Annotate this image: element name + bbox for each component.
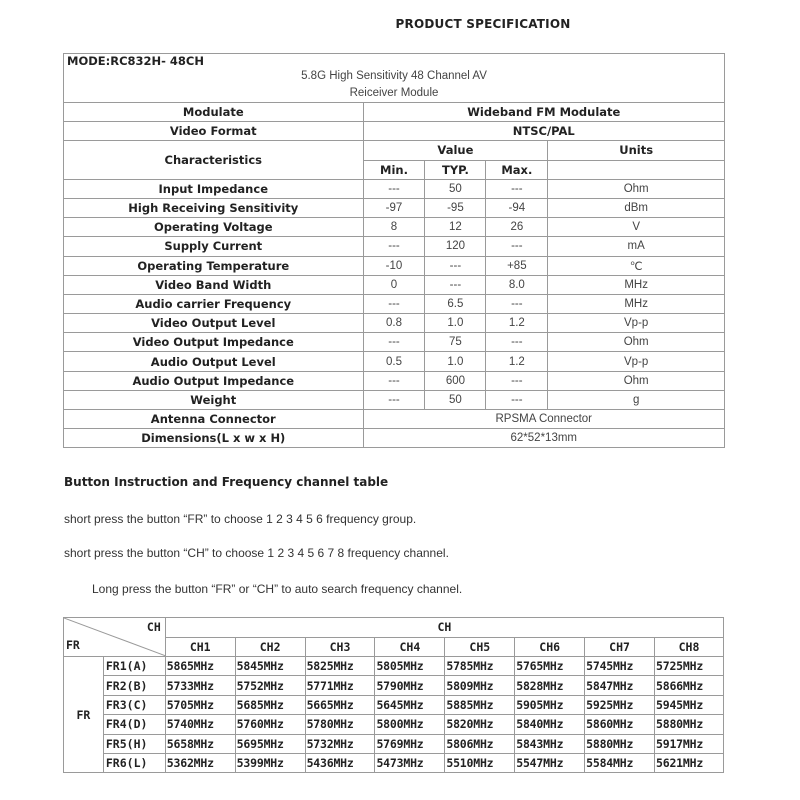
antenna-row — [64, 410, 725, 429]
frequency-cell: 5645MHz — [375, 695, 445, 714]
max-value: 26 — [486, 218, 548, 237]
frequency-cell: 5399MHz — [235, 753, 305, 772]
max-value: 1.2 — [486, 352, 548, 371]
unit-value: MHz — [548, 294, 725, 313]
frequency-cell: 5780MHz — [305, 715, 375, 734]
module-description-line2: Reiceiver Module — [349, 87, 439, 99]
frequency-cell: 5740MHz — [165, 715, 235, 734]
min-value: -10 — [363, 256, 425, 275]
frequency-row — [64, 753, 724, 772]
frequency-cell: 5880MHz — [655, 715, 724, 734]
frequency-cell: 5828MHz — [515, 676, 585, 695]
header-row-1 — [64, 141, 725, 160]
min-header: Min. — [363, 160, 425, 179]
modulate-label: Modulate — [64, 103, 364, 122]
ch-group-header: CH — [165, 618, 723, 638]
modulate-value: Wideband FM Modulate — [363, 103, 724, 122]
spec-row — [64, 371, 725, 390]
frequency-cell: 5695MHz — [235, 734, 305, 753]
frequency-cell: 5809MHz — [445, 676, 515, 695]
frequency-cell: 5732MHz — [305, 734, 375, 753]
frequency-cell: 5752MHz — [235, 676, 305, 695]
min-value: --- — [363, 237, 425, 256]
min-value: --- — [363, 294, 425, 313]
characteristic-name: Weight — [64, 390, 364, 409]
frequency-cell: 5760MHz — [235, 715, 305, 734]
mode-row — [64, 54, 725, 103]
frequency-group-label: FR1(A) — [103, 657, 165, 676]
instruction-line-3: Long press the button “FR” or “CH” to auto search frequency channel. — [92, 582, 463, 596]
max-value: --- — [486, 333, 548, 352]
typ-header: TYP. — [425, 160, 486, 179]
max-value: 1.2 — [486, 314, 548, 333]
frequency-row — [64, 695, 724, 714]
spec-row — [64, 237, 725, 256]
dimensions-value: 62*52*13mm — [363, 429, 724, 448]
characteristic-name: Audio Output Impedance — [64, 371, 364, 390]
frequency-group-label: FR2(B) — [103, 676, 165, 695]
frequency-cell: 5665MHz — [305, 695, 375, 714]
frequency-cell: 5436MHz — [305, 753, 375, 772]
module-description-line1: 5.8G High Sensitivity 48 Channel AV — [301, 70, 487, 82]
typ-value: 6.5 — [425, 294, 486, 313]
frequency-cell: 5800MHz — [375, 715, 445, 734]
frequency-cell: 5806MHz — [445, 734, 515, 753]
frequency-cell: 5473MHz — [375, 753, 445, 772]
characteristic-name: Operating Temperature — [64, 256, 364, 275]
channel-header: CH6 — [515, 637, 585, 657]
unit-value: MHz — [548, 275, 725, 294]
frequency-cell: 5705MHz — [165, 695, 235, 714]
characteristic-name: Audio carrier Frequency — [64, 294, 364, 313]
fr-side-label: FR — [64, 657, 104, 773]
modulate-row — [64, 103, 725, 122]
frequency-cell: 5510MHz — [445, 753, 515, 772]
typ-value: 12 — [425, 218, 486, 237]
frequency-cell: 5820MHz — [445, 715, 515, 734]
frequency-cell: 5584MHz — [585, 753, 655, 772]
characteristic-name: Video Band Width — [64, 275, 364, 294]
units-subheader-empty — [548, 160, 725, 179]
spec-row — [64, 179, 725, 198]
frequency-cell: 5685MHz — [235, 695, 305, 714]
frequency-cell: 5840MHz — [515, 715, 585, 734]
frequency-cell: 5621MHz — [655, 753, 724, 772]
frequency-cell: 5658MHz — [165, 734, 235, 753]
min-value: 0.5 — [363, 352, 425, 371]
typ-value: 1.0 — [425, 352, 486, 371]
video-format-row — [64, 122, 725, 141]
channel-header: CH4 — [375, 637, 445, 657]
unit-value: Ohm — [548, 371, 725, 390]
min-value: 0 — [363, 275, 425, 294]
spec-row — [64, 294, 725, 313]
dimensions-label: Dimensions(L x w x H) — [64, 429, 364, 448]
unit-value: mA — [548, 237, 725, 256]
min-value: 8 — [363, 218, 425, 237]
typ-value: 1.0 — [425, 314, 486, 333]
channel-header: CH3 — [305, 637, 375, 657]
max-value: -94 — [486, 198, 548, 217]
frequency-cell: 5769MHz — [375, 734, 445, 753]
antenna-label: Antenna Connector — [64, 410, 364, 429]
min-value: --- — [363, 371, 425, 390]
instruction-line-1: short press the button “FR” to choose 1 2 3 4 5 6 frequency group. — [64, 512, 417, 526]
max-value: 8.0 — [486, 275, 548, 294]
max-value: +85 — [486, 256, 548, 275]
characteristic-name: Supply Current — [64, 237, 364, 256]
characteristic-name: Video Output Impedance — [64, 333, 364, 352]
frequency-cell: 5845MHz — [235, 657, 305, 676]
spec-row — [64, 314, 725, 333]
frequency-cell: 5917MHz — [655, 734, 724, 753]
frequency-cell: 5925MHz — [585, 695, 655, 714]
units-header: Units — [548, 141, 725, 160]
min-value: --- — [363, 333, 425, 352]
instructions-heading: Button Instruction and Frequency channel table — [64, 475, 389, 489]
frequency-cell: 5843MHz — [515, 734, 585, 753]
antenna-value: RPSMA Connector — [363, 410, 724, 429]
typ-value: -95 — [425, 198, 486, 217]
instruction-line-2: short press the button “CH” to choose 1 2 3 4 5 6 7 8 frequency channel. — [64, 546, 449, 560]
video-format-label: Video Format — [64, 122, 364, 141]
corner-ch-label: CH — [146, 620, 161, 634]
frequency-cell: 5785MHz — [445, 657, 515, 676]
typ-value: 600 — [425, 371, 486, 390]
min-value: --- — [363, 390, 425, 409]
max-header: Max. — [486, 160, 548, 179]
unit-value: Ohm — [548, 179, 725, 198]
min-value: -97 — [363, 198, 425, 217]
frequency-cell: 5860MHz — [585, 715, 655, 734]
frequency-table — [63, 617, 724, 773]
spec-row — [64, 256, 725, 275]
frequency-cell: 5745MHz — [585, 657, 655, 676]
unit-value: g — [548, 390, 725, 409]
frequency-cell: 5880MHz — [585, 734, 655, 753]
max-value: --- — [486, 371, 548, 390]
frequency-cell: 5866MHz — [655, 676, 724, 695]
unit-value: Ohm — [548, 333, 725, 352]
frequency-group-label: FR6(L) — [103, 753, 165, 772]
min-value: --- — [363, 179, 425, 198]
page-title: PRODUCT SPECIFICATION — [395, 17, 571, 31]
channel-header: CH5 — [445, 637, 515, 657]
unit-value: Vp-p — [548, 314, 725, 333]
characteristics-header: Characteristics — [64, 141, 364, 179]
frequency-cell: 5825MHz — [305, 657, 375, 676]
max-value: --- — [486, 237, 548, 256]
characteristic-name: Operating Voltage — [64, 218, 364, 237]
frequency-cell: 5771MHz — [305, 676, 375, 695]
value-header: Value — [363, 141, 548, 160]
frequency-cell: 5945MHz — [655, 695, 724, 714]
typ-value: 50 — [425, 179, 486, 198]
dimensions-row — [64, 429, 725, 448]
frequency-row — [64, 676, 724, 695]
frequency-cell: 5765MHz — [515, 657, 585, 676]
channel-header: CH2 — [235, 637, 305, 657]
spec-row — [64, 352, 725, 371]
spec-row — [64, 275, 725, 294]
frequency-row — [64, 657, 724, 676]
spec-row — [64, 333, 725, 352]
video-format-value: NTSC/PAL — [363, 122, 724, 141]
frequency-cell: 5805MHz — [375, 657, 445, 676]
frequency-cell: 5547MHz — [515, 753, 585, 772]
frequency-cell: 5847MHz — [585, 676, 655, 695]
typ-value: --- — [425, 256, 486, 275]
channel-header: CH7 — [585, 637, 655, 657]
unit-value: Vp-p — [548, 352, 725, 371]
spec-row — [64, 198, 725, 217]
frequency-cell: 5733MHz — [165, 676, 235, 695]
unit-value: dBm — [548, 198, 725, 217]
unit-value: ℃ — [548, 256, 725, 275]
characteristic-name: Input Impedance — [64, 179, 364, 198]
frequency-group-label: FR4(D) — [103, 715, 165, 734]
frequency-group-label: FR3(C) — [103, 695, 165, 714]
min-value: 0.8 — [363, 314, 425, 333]
frequency-row — [64, 715, 724, 734]
max-value: --- — [486, 179, 548, 198]
spec-row — [64, 390, 725, 409]
spec-table — [63, 53, 725, 448]
frequency-row — [64, 734, 724, 753]
freq-header-row-1 — [64, 618, 724, 638]
frequency-cell: 5725MHz — [655, 657, 724, 676]
max-value: --- — [486, 390, 548, 409]
frequency-group-label: FR5(H) — [103, 734, 165, 753]
mode-label: MODE:RC832H- 48CH — [67, 54, 204, 68]
frequency-cell: 5362MHz — [165, 753, 235, 772]
channel-header: CH8 — [655, 637, 724, 657]
characteristic-name: Audio Output Level — [64, 352, 364, 371]
max-value: --- — [486, 294, 548, 313]
frequency-cell: 5790MHz — [375, 676, 445, 695]
corner-cell — [64, 618, 166, 657]
unit-value: V — [548, 218, 725, 237]
channel-header: CH1 — [165, 637, 235, 657]
characteristic-name: Video Output Level — [64, 314, 364, 333]
frequency-cell: 5905MHz — [515, 695, 585, 714]
corner-fr-label: FR — [66, 638, 80, 652]
frequency-cell: 5885MHz — [445, 695, 515, 714]
typ-value: --- — [425, 275, 486, 294]
typ-value: 50 — [425, 390, 486, 409]
spec-row — [64, 218, 725, 237]
characteristic-name: High Receiving Sensitivity — [64, 198, 364, 217]
typ-value: 75 — [425, 333, 486, 352]
frequency-cell: 5865MHz — [165, 657, 235, 676]
typ-value: 120 — [425, 237, 486, 256]
